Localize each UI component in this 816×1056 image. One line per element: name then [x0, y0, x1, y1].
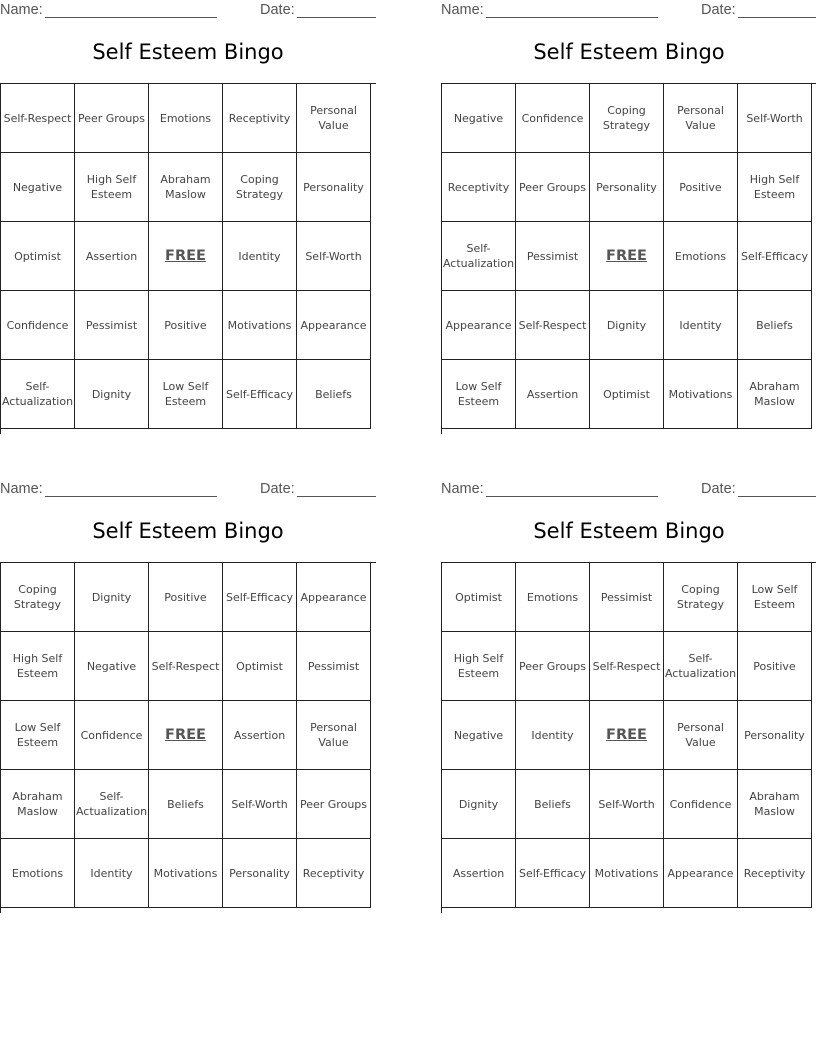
bingo-cell: Motivations	[223, 291, 297, 360]
bingo-cell: Motivations	[149, 839, 223, 908]
bingo-cell: Self-Efficacy	[738, 222, 812, 291]
bingo-cell: Identity	[664, 291, 738, 360]
bingo-cell: Abraham Maslow	[1, 770, 75, 839]
bingo-cell: Assertion	[75, 222, 149, 291]
bingo-cell: Self-Efficacy	[223, 563, 297, 632]
bingo-cell: Low Self Esteem	[149, 360, 223, 429]
bingo-cell: Negative	[75, 632, 149, 701]
bingo-cell: Pessimist	[297, 632, 371, 701]
bingo-cell: Personality	[297, 153, 371, 222]
free-space-cell: FREE	[590, 222, 664, 291]
name-field	[45, 17, 217, 18]
bingo-cell: Self-Respect	[590, 632, 664, 701]
bingo-cell: Personality	[738, 701, 812, 770]
date-field	[738, 496, 816, 497]
bingo-cell: Beliefs	[738, 291, 812, 360]
bingo-cell: Positive	[149, 291, 223, 360]
bingo-cell: Peer Groups	[516, 153, 590, 222]
name-field	[486, 17, 658, 18]
bingo-grid	[0, 83, 376, 434]
bingo-cell: Coping Strategy	[664, 563, 738, 632]
bingo-cell: Personal Value	[297, 84, 371, 153]
bingo-cell: Self-Worth	[738, 84, 812, 153]
bingo-cell: Peer Groups	[297, 770, 371, 839]
date-field	[738, 17, 816, 18]
bingo-grid	[441, 83, 816, 434]
bingo-cell: Receptivity	[442, 153, 516, 222]
bingo-cell: Personal Value	[664, 701, 738, 770]
bingo-cell: Positive	[738, 632, 812, 701]
bingo-cell: Optimist	[442, 563, 516, 632]
bingo-cell: Pessimist	[516, 222, 590, 291]
bingo-cell: Optimist	[1, 222, 75, 291]
date-label: Date:	[701, 481, 736, 497]
bingo-cell: Identity	[516, 701, 590, 770]
bingo-cell: Self-Worth	[590, 770, 664, 839]
card-title: Self Esteem Bingo	[92, 519, 284, 543]
bingo-cell: Negative	[442, 84, 516, 153]
bingo-cell: Dignity	[590, 291, 664, 360]
bingo-cell: Confidence	[664, 770, 738, 839]
bingo-cell: Assertion	[223, 701, 297, 770]
free-space-cell: FREE	[149, 222, 223, 291]
name-field	[45, 496, 217, 497]
bingo-cell: Self-Actualization	[664, 632, 738, 701]
bingo-cell: High Self Esteem	[75, 153, 149, 222]
bingo-cell: Identity	[223, 222, 297, 291]
card-title: Self Esteem Bingo	[533, 40, 725, 64]
bingo-cell: Low Self Esteem	[1, 701, 75, 770]
bingo-cell: Receptivity	[738, 839, 812, 908]
card-header	[0, 2, 376, 20]
bingo-cell: Peer Groups	[516, 632, 590, 701]
bingo-cell: Personality	[590, 153, 664, 222]
bingo-cell: Confidence	[1, 291, 75, 360]
bingo-cell: Personality	[223, 839, 297, 908]
bingo-cell: Appearance	[442, 291, 516, 360]
bingo-cell: High Self Esteem	[1, 632, 75, 701]
date-label: Date:	[701, 2, 736, 18]
bingo-cell: Beliefs	[149, 770, 223, 839]
date-label: Date:	[260, 481, 295, 497]
bingo-cell: Self-Efficacy	[223, 360, 297, 429]
bingo-cell: Emotions	[149, 84, 223, 153]
bingo-cell: Emotions	[664, 222, 738, 291]
bingo-cell: Self-Respect	[1, 84, 75, 153]
bingo-card	[0, 0, 376, 434]
bingo-cell: Abraham Maslow	[738, 360, 812, 429]
bingo-cell: Appearance	[297, 563, 371, 632]
bingo-cell: Pessimist	[590, 563, 664, 632]
card-header	[441, 481, 816, 499]
bingo-cell: Negative	[1, 153, 75, 222]
card-title: Self Esteem Bingo	[533, 519, 725, 543]
bingo-cell: Low Self Esteem	[738, 563, 812, 632]
card-title: Self Esteem Bingo	[92, 40, 284, 64]
bingo-cell: Dignity	[75, 360, 149, 429]
date-field	[297, 496, 376, 497]
name-label: Name:	[441, 481, 484, 497]
bingo-cell: Appearance	[297, 291, 371, 360]
bingo-cell: Positive	[664, 153, 738, 222]
card-header	[0, 481, 376, 499]
bingo-cell: Motivations	[664, 360, 738, 429]
bingo-cell: Self-Respect	[516, 291, 590, 360]
bingo-cell: High Self Esteem	[442, 632, 516, 701]
bingo-cell: Beliefs	[297, 360, 371, 429]
bingo-cell: Coping Strategy	[590, 84, 664, 153]
bingo-cell: Self-Efficacy	[516, 839, 590, 908]
free-space-cell: FREE	[149, 701, 223, 770]
name-label: Name:	[0, 2, 43, 18]
bingo-cell: Optimist	[590, 360, 664, 429]
bingo-cell: Pessimist	[75, 291, 149, 360]
bingo-cell: Confidence	[75, 701, 149, 770]
bingo-cell: Abraham Maslow	[149, 153, 223, 222]
name-field	[486, 496, 658, 497]
bingo-cell: Low Self Esteem	[442, 360, 516, 429]
bingo-cell: Optimist	[223, 632, 297, 701]
bingo-cell: Self-Worth	[297, 222, 371, 291]
name-label: Name:	[0, 481, 43, 497]
bingo-cell: Self-Respect	[149, 632, 223, 701]
bingo-grid	[441, 562, 816, 913]
card-header	[441, 2, 816, 20]
bingo-cell: Emotions	[516, 563, 590, 632]
bingo-cell: Dignity	[442, 770, 516, 839]
bingo-cell: Self-Actualization	[75, 770, 149, 839]
bingo-cell: Coping Strategy	[223, 153, 297, 222]
bingo-cell: Coping Strategy	[1, 563, 75, 632]
bingo-cell: Personal Value	[664, 84, 738, 153]
bingo-card	[441, 0, 816, 434]
bingo-card	[441, 479, 816, 913]
bingo-cell: Self-Worth	[223, 770, 297, 839]
free-space-cell: FREE	[590, 701, 664, 770]
bingo-cell: Appearance	[664, 839, 738, 908]
date-field	[297, 17, 376, 18]
bingo-cell: Receptivity	[223, 84, 297, 153]
bingo-cell: Assertion	[516, 360, 590, 429]
bingo-cell: Emotions	[1, 839, 75, 908]
bingo-cell: Assertion	[442, 839, 516, 908]
name-label: Name:	[441, 2, 484, 18]
bingo-cell: Positive	[149, 563, 223, 632]
bingo-cell: Identity	[75, 839, 149, 908]
bingo-cell: Dignity	[75, 563, 149, 632]
bingo-cell: Abraham Maslow	[738, 770, 812, 839]
bingo-cell: Peer Groups	[75, 84, 149, 153]
bingo-cell: Confidence	[516, 84, 590, 153]
bingo-cell: Beliefs	[516, 770, 590, 839]
bingo-grid	[0, 562, 376, 913]
bingo-card	[0, 479, 376, 913]
bingo-cell: High Self Esteem	[738, 153, 812, 222]
bingo-cell: Receptivity	[297, 839, 371, 908]
date-label: Date:	[260, 2, 295, 18]
bingo-cell: Self-Actualization	[442, 222, 516, 291]
bingo-cell: Motivations	[590, 839, 664, 908]
bingo-cell: Personal Value	[297, 701, 371, 770]
bingo-cell: Self-Actualization	[1, 360, 75, 429]
bingo-cell: Negative	[442, 701, 516, 770]
